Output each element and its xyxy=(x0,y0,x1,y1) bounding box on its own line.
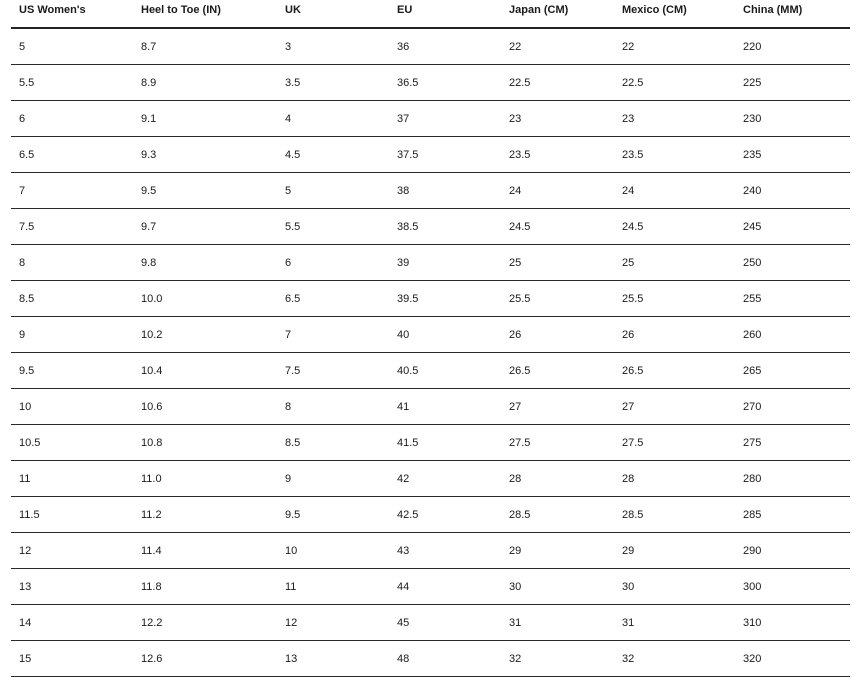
us-womens-cell: 9 xyxy=(11,317,133,353)
china-cell: 220 xyxy=(735,28,850,65)
china-cell: 300 xyxy=(735,569,850,605)
table-row xyxy=(11,425,850,461)
japan-cell: 28.5 xyxy=(501,497,614,533)
uk-cell: 13 xyxy=(277,641,389,677)
table-row xyxy=(11,281,850,317)
uk-cell: 4.5 xyxy=(277,137,389,173)
table-row xyxy=(11,605,850,641)
heel-to-toe-cell: 8.7 xyxy=(133,28,277,65)
japan-cell: 30 xyxy=(501,569,614,605)
heel-to-toe-cell: 10.8 xyxy=(133,425,277,461)
eu-cell: 44 xyxy=(389,569,501,605)
table-header xyxy=(11,0,850,28)
china-cell: 225 xyxy=(735,65,850,101)
eu-cell: 43 xyxy=(389,533,501,569)
column-header-japan: Japan (CM) xyxy=(501,0,614,28)
heel-to-toe-cell: 9.3 xyxy=(133,137,277,173)
mexico-cell: 26 xyxy=(614,317,735,353)
table-row xyxy=(11,353,850,389)
table-row xyxy=(11,137,850,173)
table-row xyxy=(11,389,850,425)
eu-cell: 45 xyxy=(389,605,501,641)
size-chart-table xyxy=(11,0,850,677)
china-cell: 265 xyxy=(735,353,850,389)
uk-cell: 6.5 xyxy=(277,281,389,317)
heel-to-toe-cell: 10.6 xyxy=(133,389,277,425)
table-row xyxy=(11,173,850,209)
us-womens-cell: 13 xyxy=(11,569,133,605)
eu-cell: 40 xyxy=(389,317,501,353)
column-header-eu: EU xyxy=(389,0,501,28)
eu-cell: 41.5 xyxy=(389,425,501,461)
table-row xyxy=(11,209,850,245)
us-womens-cell: 11.5 xyxy=(11,497,133,533)
japan-cell: 25.5 xyxy=(501,281,614,317)
us-womens-cell: 8 xyxy=(11,245,133,281)
japan-cell: 22 xyxy=(501,28,614,65)
mexico-cell: 25.5 xyxy=(614,281,735,317)
mexico-cell: 27.5 xyxy=(614,425,735,461)
heel-to-toe-cell: 11.8 xyxy=(133,569,277,605)
us-womens-cell: 14 xyxy=(11,605,133,641)
header-row xyxy=(11,0,850,28)
uk-cell: 8 xyxy=(277,389,389,425)
column-header-china: China (MM) xyxy=(735,0,850,28)
uk-cell: 10 xyxy=(277,533,389,569)
eu-cell: 37.5 xyxy=(389,137,501,173)
japan-cell: 22.5 xyxy=(501,65,614,101)
us-womens-cell: 9.5 xyxy=(11,353,133,389)
us-womens-cell: 6.5 xyxy=(11,137,133,173)
japan-cell: 32 xyxy=(501,641,614,677)
china-cell: 230 xyxy=(735,101,850,137)
heel-to-toe-cell: 10.4 xyxy=(133,353,277,389)
eu-cell: 36 xyxy=(389,28,501,65)
mexico-cell: 25 xyxy=(614,245,735,281)
mexico-cell: 31 xyxy=(614,605,735,641)
eu-cell: 42 xyxy=(389,461,501,497)
heel-to-toe-cell: 8.9 xyxy=(133,65,277,101)
heel-to-toe-cell: 10.0 xyxy=(133,281,277,317)
table-row xyxy=(11,65,850,101)
heel-to-toe-cell: 11.2 xyxy=(133,497,277,533)
column-header-uk: UK xyxy=(277,0,389,28)
column-header-us-womens: US Women's xyxy=(11,0,133,28)
china-cell: 270 xyxy=(735,389,850,425)
japan-cell: 24.5 xyxy=(501,209,614,245)
mexico-cell: 22.5 xyxy=(614,65,735,101)
table-row xyxy=(11,245,850,281)
eu-cell: 48 xyxy=(389,641,501,677)
eu-cell: 37 xyxy=(389,101,501,137)
japan-cell: 23 xyxy=(501,101,614,137)
table-row xyxy=(11,497,850,533)
table-row xyxy=(11,28,850,65)
us-womens-cell: 10 xyxy=(11,389,133,425)
china-cell: 250 xyxy=(735,245,850,281)
mexico-cell: 28.5 xyxy=(614,497,735,533)
uk-cell: 8.5 xyxy=(277,425,389,461)
china-cell: 310 xyxy=(735,605,850,641)
heel-to-toe-cell: 10.2 xyxy=(133,317,277,353)
heel-to-toe-cell: 9.5 xyxy=(133,173,277,209)
heel-to-toe-cell: 9.7 xyxy=(133,209,277,245)
japan-cell: 31 xyxy=(501,605,614,641)
us-womens-cell: 12 xyxy=(11,533,133,569)
china-cell: 275 xyxy=(735,425,850,461)
china-cell: 320 xyxy=(735,641,850,677)
japan-cell: 23.5 xyxy=(501,137,614,173)
japan-cell: 24 xyxy=(501,173,614,209)
table-row xyxy=(11,569,850,605)
uk-cell: 3 xyxy=(277,28,389,65)
mexico-cell: 23.5 xyxy=(614,137,735,173)
uk-cell: 4 xyxy=(277,101,389,137)
china-cell: 285 xyxy=(735,497,850,533)
china-cell: 255 xyxy=(735,281,850,317)
eu-cell: 36.5 xyxy=(389,65,501,101)
table-row xyxy=(11,533,850,569)
heel-to-toe-cell: 11.4 xyxy=(133,533,277,569)
table-row xyxy=(11,101,850,137)
eu-cell: 40.5 xyxy=(389,353,501,389)
china-cell: 290 xyxy=(735,533,850,569)
mexico-cell: 24 xyxy=(614,173,735,209)
table-row xyxy=(11,641,850,677)
us-womens-cell: 15 xyxy=(11,641,133,677)
heel-to-toe-cell: 11.0 xyxy=(133,461,277,497)
us-womens-cell: 7.5 xyxy=(11,209,133,245)
mexico-cell: 26.5 xyxy=(614,353,735,389)
column-header-mexico: Mexico (CM) xyxy=(614,0,735,28)
china-cell: 260 xyxy=(735,317,850,353)
uk-cell: 5.5 xyxy=(277,209,389,245)
china-cell: 245 xyxy=(735,209,850,245)
china-cell: 280 xyxy=(735,461,850,497)
mexico-cell: 28 xyxy=(614,461,735,497)
china-cell: 240 xyxy=(735,173,850,209)
japan-cell: 25 xyxy=(501,245,614,281)
mexico-cell: 32 xyxy=(614,641,735,677)
uk-cell: 9.5 xyxy=(277,497,389,533)
eu-cell: 38 xyxy=(389,173,501,209)
eu-cell: 39 xyxy=(389,245,501,281)
table-row xyxy=(11,461,850,497)
uk-cell: 7 xyxy=(277,317,389,353)
eu-cell: 42.5 xyxy=(389,497,501,533)
uk-cell: 7.5 xyxy=(277,353,389,389)
mexico-cell: 30 xyxy=(614,569,735,605)
japan-cell: 27 xyxy=(501,389,614,425)
us-womens-cell: 11 xyxy=(11,461,133,497)
table-row xyxy=(11,317,850,353)
japan-cell: 26.5 xyxy=(501,353,614,389)
heel-to-toe-cell: 9.1 xyxy=(133,101,277,137)
eu-cell: 41 xyxy=(389,389,501,425)
uk-cell: 5 xyxy=(277,173,389,209)
heel-to-toe-cell: 12.6 xyxy=(133,641,277,677)
japan-cell: 28 xyxy=(501,461,614,497)
heel-to-toe-cell: 12.2 xyxy=(133,605,277,641)
japan-cell: 27.5 xyxy=(501,425,614,461)
mexico-cell: 27 xyxy=(614,389,735,425)
mexico-cell: 23 xyxy=(614,101,735,137)
mexico-cell: 29 xyxy=(614,533,735,569)
china-cell: 235 xyxy=(735,137,850,173)
us-womens-cell: 8.5 xyxy=(11,281,133,317)
japan-cell: 26 xyxy=(501,317,614,353)
eu-cell: 39.5 xyxy=(389,281,501,317)
eu-cell: 38.5 xyxy=(389,209,501,245)
us-womens-cell: 7 xyxy=(11,173,133,209)
us-womens-cell: 5.5 xyxy=(11,65,133,101)
mexico-cell: 24.5 xyxy=(614,209,735,245)
us-womens-cell: 6 xyxy=(11,101,133,137)
column-header-heel-to-toe: Heel to Toe (IN) xyxy=(133,0,277,28)
uk-cell: 3.5 xyxy=(277,65,389,101)
us-womens-cell: 5 xyxy=(11,28,133,65)
uk-cell: 6 xyxy=(277,245,389,281)
uk-cell: 11 xyxy=(277,569,389,605)
table-body xyxy=(11,28,850,677)
mexico-cell: 22 xyxy=(614,28,735,65)
uk-cell: 12 xyxy=(277,605,389,641)
us-womens-cell: 10.5 xyxy=(11,425,133,461)
japan-cell: 29 xyxy=(501,533,614,569)
heel-to-toe-cell: 9.8 xyxy=(133,245,277,281)
uk-cell: 9 xyxy=(277,461,389,497)
